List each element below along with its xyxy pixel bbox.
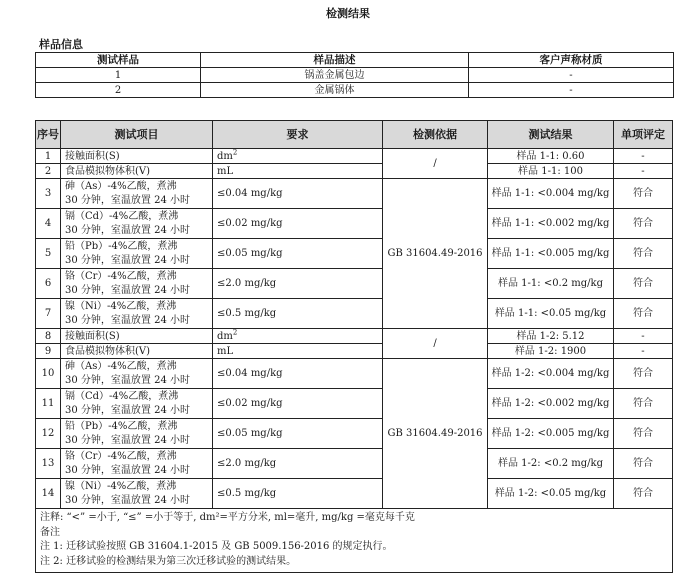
requirement-unit: dm bbox=[217, 150, 233, 162]
row-result: 样品 1-2: <0.2 mg/kg bbox=[488, 449, 614, 479]
item-line-2: 30 分钟，室温放置 24 小时 bbox=[65, 224, 190, 236]
row-result: 样品 1-2: <0.004 mg/kg bbox=[488, 359, 614, 389]
table-row bbox=[36, 344, 673, 359]
header-claimed-material: 客户声称材质 bbox=[469, 53, 674, 68]
row-result: 样品 1-1: <0.005 mg/kg bbox=[488, 239, 614, 269]
row-requirement bbox=[213, 149, 383, 164]
item-line-1: 铅（Pb）-4%乙酸，煮沸 bbox=[65, 420, 178, 432]
row-result: 样品 1-1: <0.004 mg/kg bbox=[488, 179, 614, 209]
table-row bbox=[36, 164, 673, 179]
remark-label: 备注 bbox=[40, 526, 60, 538]
row-result: 样品 1-2: <0.05 mg/kg bbox=[488, 479, 614, 509]
section-title-sample-info: 样品信息 bbox=[39, 38, 83, 51]
header-evaluation: 单项评定 bbox=[614, 121, 673, 149]
header-sample-description: 样品描述 bbox=[201, 53, 469, 68]
row-basis: / bbox=[383, 329, 488, 359]
table-row bbox=[36, 149, 673, 164]
row-item: 食品模拟物体积(V) bbox=[61, 164, 213, 179]
row-requirement: ≤0.02 mg/kg bbox=[213, 389, 383, 419]
row-item: 食品模拟物体积(V) bbox=[61, 344, 213, 359]
row-result: 样品 1-1: 100 bbox=[488, 164, 614, 179]
item-line-1: 砷（As）-4%乙酸，煮沸 bbox=[65, 180, 177, 192]
table-row bbox=[36, 209, 673, 239]
row-item bbox=[61, 479, 213, 509]
row-result: 样品 1-2: <0.002 mg/kg bbox=[488, 389, 614, 419]
item-line-1: 镍（Ni）-4%乙酸，煮沸 bbox=[65, 480, 177, 492]
row-evaluation: 符合 bbox=[614, 209, 673, 239]
row-evaluation: 符合 bbox=[614, 359, 673, 389]
row-evaluation: - bbox=[614, 344, 673, 359]
notes-legend: 注释: “<” =小于, “≤” =小于等于, dm²=平方分米, ml=毫升, mg/kg =毫克每千克 bbox=[40, 512, 415, 523]
note-1: 注 1: 迁移试验按照 GB 31604.1-2015 及 GB 5009.156-2016 的规定执行。 bbox=[40, 541, 393, 552]
row-no: 2 bbox=[36, 164, 61, 179]
row-item bbox=[61, 359, 213, 389]
row-evaluation: 符合 bbox=[614, 269, 673, 299]
item-line-2: 30 分钟，室温放置 24 小时 bbox=[65, 284, 190, 296]
row-no: 4 bbox=[36, 209, 61, 239]
row-item: 接触面积(S) bbox=[61, 149, 213, 164]
row-no: 14 bbox=[36, 479, 61, 509]
row-requirement: ≤0.05 mg/kg bbox=[213, 239, 383, 269]
row-requirement bbox=[213, 329, 383, 344]
sample-description: 锅盖金属包边 bbox=[201, 68, 469, 83]
test-results-table bbox=[35, 120, 673, 573]
row-item bbox=[61, 419, 213, 449]
notes-row bbox=[36, 509, 673, 573]
row-basis: GB 31604.49-2016 bbox=[383, 359, 488, 509]
row-item bbox=[61, 239, 213, 269]
item-line-2: 30 分钟，室温放置 24 小时 bbox=[65, 434, 190, 446]
item-line-1: 铬（Cr）-4%乙酸，煮沸 bbox=[65, 450, 177, 462]
row-evaluation: 符合 bbox=[614, 479, 673, 509]
row-item bbox=[61, 209, 213, 239]
row-evaluation: - bbox=[614, 329, 673, 344]
row-evaluation: 符合 bbox=[614, 449, 673, 479]
item-line-1: 铅（Pb）-4%乙酸，煮沸 bbox=[65, 240, 178, 252]
row-no: 12 bbox=[36, 419, 61, 449]
sample-info-table bbox=[35, 52, 674, 98]
item-line-2: 30 分钟，室温放置 24 小时 bbox=[65, 314, 190, 326]
header-no: 序号 bbox=[36, 121, 61, 149]
sample-table-header bbox=[36, 53, 674, 68]
row-item: 接触面积(S) bbox=[61, 329, 213, 344]
row-no: 10 bbox=[36, 359, 61, 389]
item-line-1: 镉（Cd）-4%乙酸，煮沸 bbox=[65, 210, 179, 222]
row-evaluation: 符合 bbox=[614, 419, 673, 449]
table-row bbox=[36, 359, 673, 389]
row-evaluation: 符合 bbox=[614, 179, 673, 209]
table-row bbox=[36, 479, 673, 509]
row-no: 8 bbox=[36, 329, 61, 344]
header-test-basis: 检测依据 bbox=[383, 121, 488, 149]
sample-row bbox=[36, 83, 674, 98]
row-item bbox=[61, 449, 213, 479]
notes-box bbox=[36, 509, 673, 573]
header-test-result: 测试结果 bbox=[488, 121, 614, 149]
sample-id: 2 bbox=[36, 83, 201, 98]
item-line-1: 镉（Cd）-4%乙酸，煮沸 bbox=[65, 390, 179, 402]
row-result: 样品 1-2: 5.12 bbox=[488, 329, 614, 344]
item-line-2: 30 分钟，室温放置 24 小时 bbox=[65, 194, 190, 206]
row-requirement: ≤0.05 mg/kg bbox=[213, 419, 383, 449]
row-result: 样品 1-1: <0.002 mg/kg bbox=[488, 209, 614, 239]
header-test-item: 测试项目 bbox=[61, 121, 213, 149]
row-item bbox=[61, 269, 213, 299]
table-row bbox=[36, 269, 673, 299]
results-header bbox=[36, 121, 673, 149]
table-row bbox=[36, 449, 673, 479]
item-line-2: 30 分钟，室温放置 24 小时 bbox=[65, 404, 190, 416]
item-line-2: 30 分钟，室温放置 24 小时 bbox=[65, 374, 190, 386]
row-requirement: ≤0.02 mg/kg bbox=[213, 209, 383, 239]
unit-superscript: 2 bbox=[232, 148, 238, 157]
row-evaluation: - bbox=[614, 164, 673, 179]
row-result: 样品 1-1: <0.05 mg/kg bbox=[488, 299, 614, 329]
row-requirement: mL bbox=[213, 164, 383, 179]
sample-description: 金属锅体 bbox=[201, 83, 469, 98]
row-evaluation: - bbox=[614, 149, 673, 164]
sample-material: - bbox=[469, 68, 674, 83]
table-row bbox=[36, 419, 673, 449]
row-result: 样品 1-2: <0.005 mg/kg bbox=[488, 419, 614, 449]
row-no: 9 bbox=[36, 344, 61, 359]
item-line-2: 30 分钟，室温放置 24 小时 bbox=[65, 464, 190, 476]
row-evaluation: 符合 bbox=[614, 299, 673, 329]
row-basis: GB 31604.49-2016 bbox=[383, 179, 488, 329]
row-item bbox=[61, 389, 213, 419]
item-line-1: 镍（Ni）-4%乙酸，煮沸 bbox=[65, 300, 177, 312]
item-line-2: 30 分钟，室温放置 24 小时 bbox=[65, 494, 190, 506]
sample-material: - bbox=[469, 83, 674, 98]
row-no: 11 bbox=[36, 389, 61, 419]
unit-superscript: 2 bbox=[232, 328, 238, 337]
row-requirement: ≤0.04 mg/kg bbox=[213, 179, 383, 209]
note-2: 注 2: 迁移试验的检测结果为第三次迁移试验的测试结果。 bbox=[40, 555, 297, 567]
item-line-2: 30 分钟，室温放置 24 小时 bbox=[65, 254, 190, 266]
row-item bbox=[61, 179, 213, 209]
row-no: 3 bbox=[36, 179, 61, 209]
table-row bbox=[36, 329, 673, 344]
row-item bbox=[61, 299, 213, 329]
table-row bbox=[36, 179, 673, 209]
sample-row bbox=[36, 68, 674, 83]
row-result: 样品 1-1: 0.60 bbox=[488, 149, 614, 164]
row-no: 13 bbox=[36, 449, 61, 479]
requirement-unit: dm bbox=[217, 330, 233, 342]
row-no: 6 bbox=[36, 269, 61, 299]
header-test-sample: 测试样品 bbox=[36, 53, 201, 68]
row-result: 样品 1-2: 1900 bbox=[488, 344, 614, 359]
item-line-1: 铬（Cr）-4%乙酸，煮沸 bbox=[65, 270, 177, 282]
row-result: 样品 1-1: <0.2 mg/kg bbox=[488, 269, 614, 299]
row-basis: / bbox=[383, 149, 488, 179]
row-no: 7 bbox=[36, 299, 61, 329]
sample-id: 1 bbox=[36, 68, 201, 83]
row-requirement: ≤0.5 mg/kg bbox=[213, 299, 383, 329]
item-line-1: 砷（As）-4%乙酸，煮沸 bbox=[65, 360, 177, 372]
row-requirement: ≤2.0 mg/kg bbox=[213, 269, 383, 299]
row-no: 5 bbox=[36, 239, 61, 269]
row-requirement: ≤0.5 mg/kg bbox=[213, 479, 383, 509]
row-requirement: ≤2.0 mg/kg bbox=[213, 449, 383, 479]
row-evaluation: 符合 bbox=[614, 389, 673, 419]
row-no: 1 bbox=[36, 149, 61, 164]
table-row bbox=[36, 299, 673, 329]
row-evaluation: 符合 bbox=[614, 239, 673, 269]
table-row bbox=[36, 239, 673, 269]
page-title: 检测结果 bbox=[326, 7, 370, 20]
row-requirement: ≤0.04 mg/kg bbox=[213, 359, 383, 389]
table-row bbox=[36, 389, 673, 419]
header-requirement: 要求 bbox=[213, 121, 383, 149]
row-requirement: mL bbox=[213, 344, 383, 359]
